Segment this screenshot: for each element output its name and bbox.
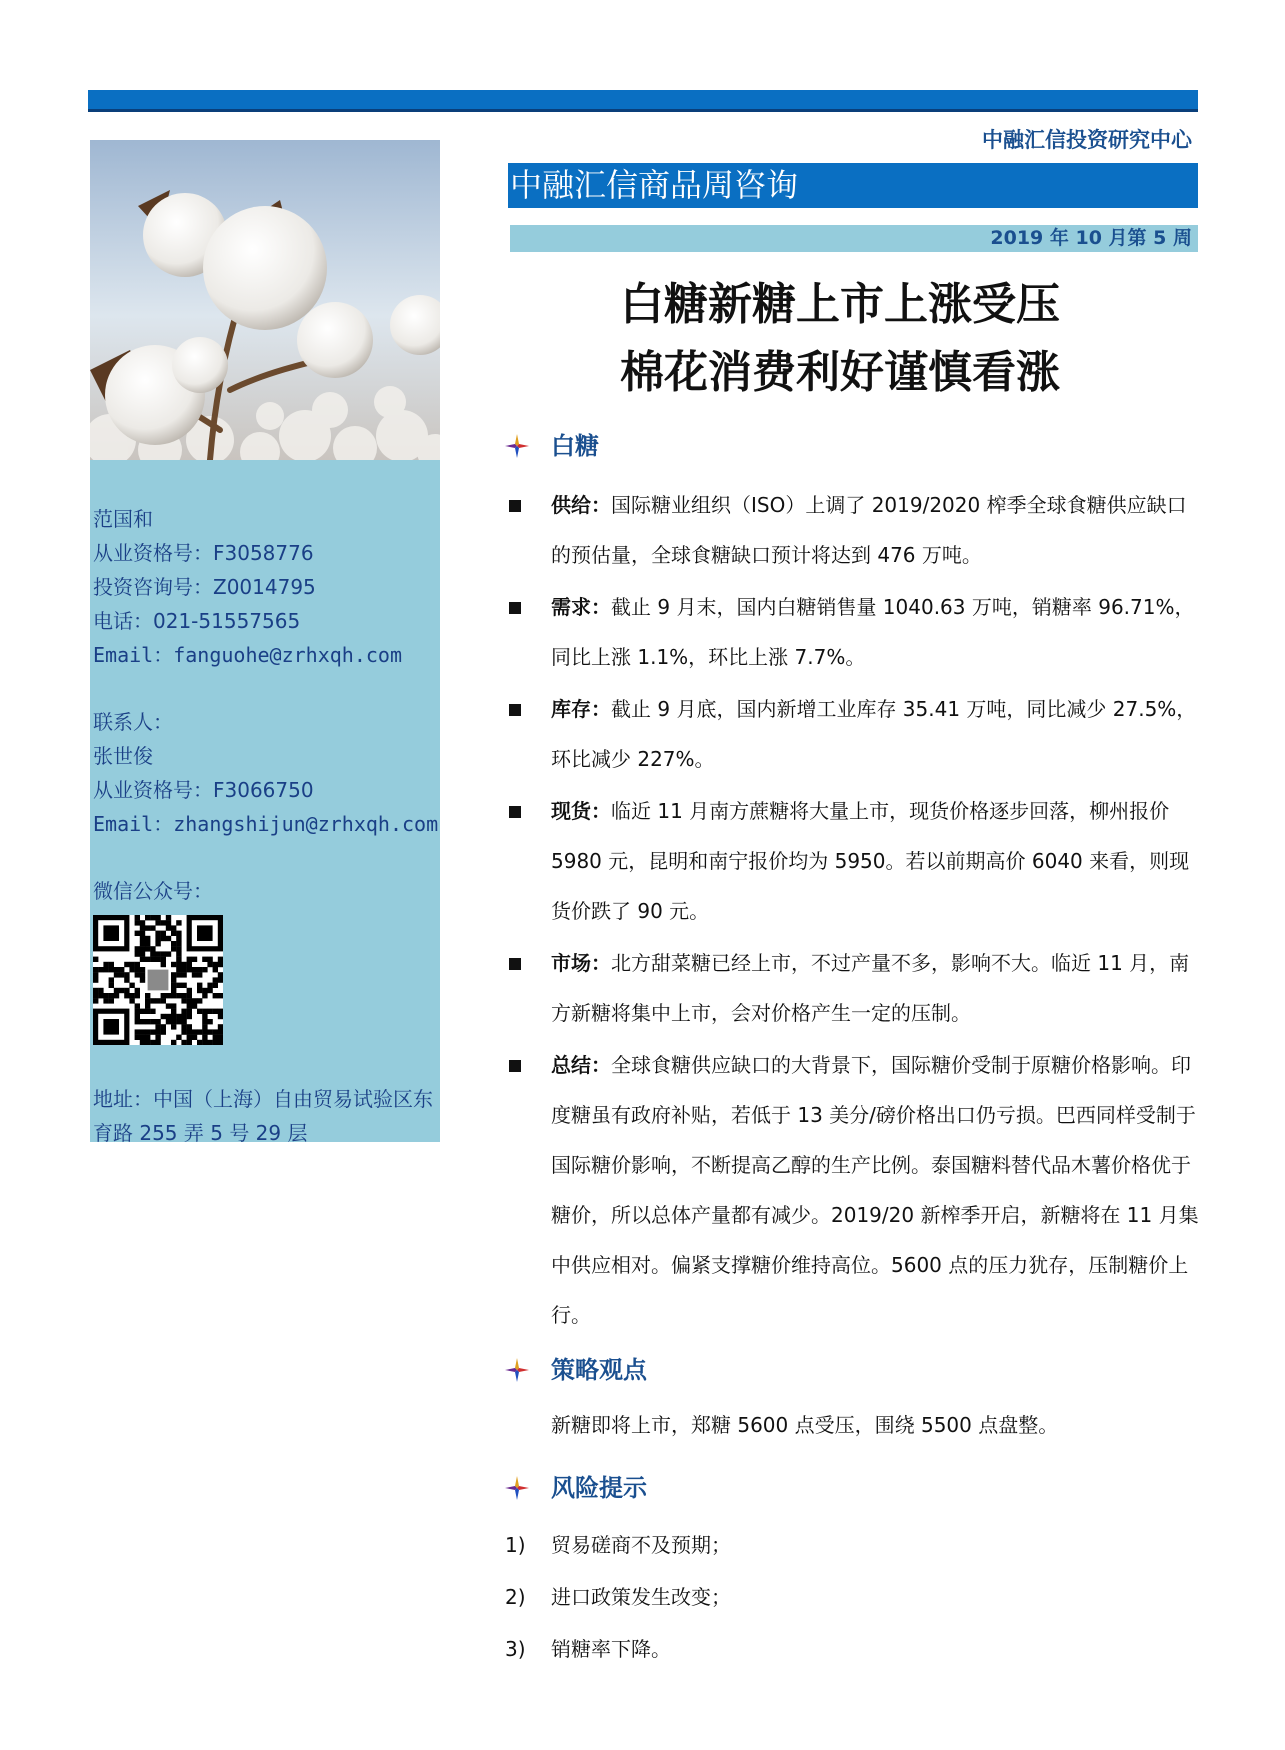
- headline-line-2: 棉花消费利好谨慎看涨: [620, 347, 1060, 398]
- bullet-spot: [505, 786, 1205, 936]
- address: 地址：中国（上海）自由贸易试验区东育路 255 弄 5 号 29 层: [93, 1087, 433, 1145]
- compass-star-icon: [505, 1358, 529, 1382]
- risk-item: [505, 1520, 1205, 1570]
- bullet-text: 截止 9 月末，国内白糖销售量 1040.63 万吨，销糖率 96.71%，同比上涨 1.1%，环比上涨 7.7%。: [551, 595, 1195, 669]
- bullet-square: [509, 602, 521, 614]
- risk-text: 销糖率下降。: [551, 1637, 671, 1661]
- analyst-name: 范国和: [93, 507, 153, 531]
- bullet-square: [509, 958, 521, 970]
- cotton-boll-photo: [90, 140, 440, 460]
- contact-qualification: 从业资格号：F3066750: [93, 778, 314, 802]
- analyst-consult-number: 投资咨询号：Z0014795: [93, 575, 316, 599]
- bullet-key: 总结：: [551, 1053, 611, 1077]
- bullet-key: 供给：: [551, 493, 611, 517]
- bullet-key: 库存：: [551, 697, 611, 721]
- bullet-market: [505, 938, 1205, 1038]
- risk-list: [505, 1520, 1205, 1676]
- bullet-square: [509, 704, 521, 716]
- bullet-square: [509, 806, 521, 818]
- header-rule-bar: [88, 90, 1198, 112]
- analyst-phone: 电话：021-51557565: [93, 609, 301, 633]
- sidebar-panel: [90, 140, 440, 1145]
- report-series-banner: [508, 163, 1198, 208]
- contact-email: Email：zhangshijun@zrhxqh.com: [93, 812, 439, 836]
- bullet-inventory: [505, 684, 1205, 784]
- bullet-text: 北方甜菜糖已经上市，不过产量不多，影响不大。临近 11 月，南方新糖将集中上市，会对价格产生一定的压制。: [551, 951, 1190, 1025]
- compass-star-icon: [505, 434, 529, 458]
- bullet-key: 现货：: [551, 799, 611, 823]
- compass-star-icon: [505, 1476, 529, 1500]
- section-risk-label: 风险提示: [551, 1474, 647, 1502]
- risk-text: 进口政策发生改变；: [551, 1585, 731, 1609]
- bullet-supply: [505, 480, 1205, 580]
- bullet-text: 临近 11 月南方蔗糖将大量上市，现货价格逐步回落，柳州报价 5980 元，昆明和南宁报价均为 5950。若以前期高价 6040 来看，则现货价跌了 90 元。: [551, 799, 1190, 923]
- report-series-title: 中融汇信商品周咨询: [510, 166, 799, 204]
- org-name: 中融汇信投资研究中心: [982, 128, 1192, 152]
- bullet-demand: [505, 582, 1205, 682]
- risk-text: 贸易磋商不及预期；: [551, 1533, 731, 1557]
- wechat-label: 微信公众号：: [93, 879, 213, 903]
- report-date: 2019 年 10 月第 5 周: [990, 227, 1192, 249]
- headline-line-1: 白糖新糖上市上涨受压: [620, 279, 1060, 330]
- analyst-qualification: 从业资格号：F3058776: [93, 541, 314, 565]
- risk-number: 2): [505, 1585, 526, 1609]
- bullet-key: 需求：: [551, 595, 611, 619]
- bullet-text: 全球食糖供应缺口的大背景下，国际糖价受制于原糖价格影响。印度糖虽有政府补贴，若低于 13 美分/磅价格出口仍亏损。巴西同样受制于国际糖价影响，不断提高乙醇的生产比例。泰国糖料替代品木薯价格优于糖价，所以总体产量都有减少。2019/20 新榨季开启，新糖将在 11 月集中供应相对。偏紧支撑糖价维持高位。5600 点的压力犹存，压制糖价上行。: [551, 1053, 1199, 1327]
- section-sugar-label: 白糖: [551, 432, 599, 460]
- risk-number: 3): [505, 1637, 526, 1661]
- bullet-text: 截止 9 月底，国内新增工业库存 35.41 万吨，同比减少 27.5%，环比减少 227%。: [551, 697, 1197, 771]
- risk-item: [505, 1624, 1205, 1674]
- risk-number: 1): [505, 1533, 526, 1557]
- sugar-bullet-list: [505, 480, 1205, 1342]
- qr-code-icon: [93, 915, 223, 1045]
- bullet-key: 市场：: [551, 951, 611, 975]
- date-bar: [510, 225, 1198, 252]
- bullet-square: [509, 500, 521, 512]
- bullet-text: 国际糖业组织（ISO）上调了 2019/2020 榨季全球食糖供应缺口的预估量，全球食糖缺口预计将达到 476 万吨。: [551, 493, 1187, 567]
- bullet-summary: [505, 1040, 1205, 1340]
- section-strategy-label: 策略观点: [551, 1356, 647, 1384]
- contact-name: 张世俊: [93, 744, 153, 768]
- bullet-square: [509, 1060, 521, 1072]
- risk-item: [505, 1572, 1205, 1622]
- analyst-email: Email：fanguohe@zrhxqh.com: [93, 643, 402, 667]
- contact-label: 联系人：: [93, 710, 173, 734]
- strategy-text: 新糖即将上市，郑糖 5600 点受压，围绕 5500 点盘整。: [551, 1413, 1059, 1437]
